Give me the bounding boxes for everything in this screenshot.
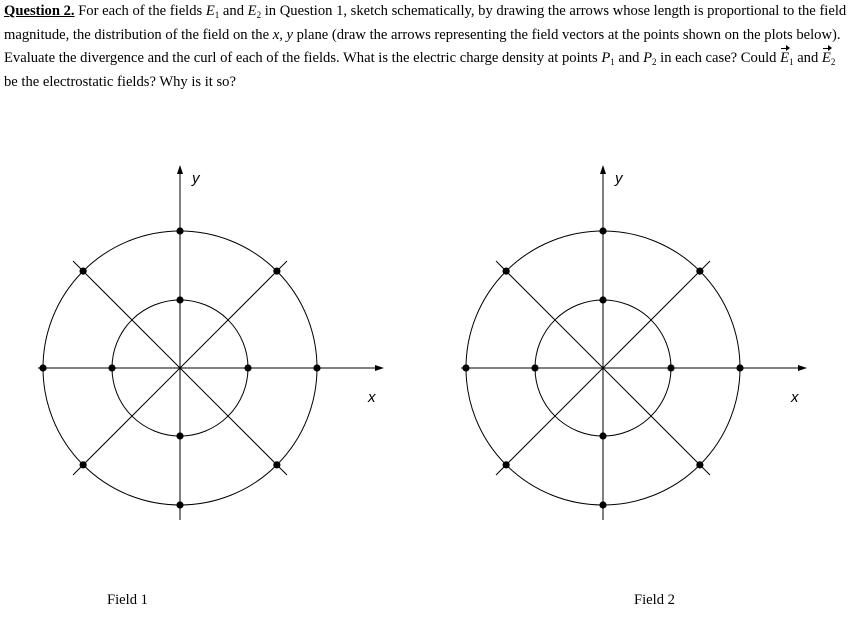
field-point <box>667 364 674 371</box>
field-point <box>176 296 183 303</box>
field-point <box>39 364 46 371</box>
field-point <box>244 364 251 371</box>
field-point <box>176 432 183 439</box>
vector-E1: E <box>780 47 789 71</box>
field-point <box>599 432 606 439</box>
field-point <box>273 268 280 275</box>
plot-field-1 <box>38 165 384 520</box>
field-point <box>80 461 87 468</box>
y-axis-arrowhead <box>600 165 606 174</box>
field-point <box>696 461 703 468</box>
field-point <box>531 364 538 371</box>
question-text: Question 2. For each of the fields $E_1$ and $E_2$ in Question 1, sketch schematically, by drawing the arrows whose length is proportional to the field magnitude, the distribution of the field on the x, y plane (draw the arrows representing the field vectors at the points shown on the plots below). Evaluate the divergence and the curl of each of the fields. What is the electric charge density at points $P_1$ and $P_2$ in each case? Could $E_1$ and $E_2$ be the electrostatic fields? Why is it so? <box>4 3 847 90</box>
field-point <box>462 364 469 371</box>
field-point <box>108 364 115 371</box>
field-point <box>313 364 320 371</box>
field-point <box>599 501 606 508</box>
x-axis-arrowhead <box>798 365 807 371</box>
field-point <box>599 227 606 234</box>
field-point <box>176 501 183 508</box>
field-point <box>696 268 703 275</box>
field-point <box>599 296 606 303</box>
field-point <box>80 268 87 275</box>
y-axis-label: y <box>615 170 623 187</box>
vector-E2: E <box>822 47 831 71</box>
x-axis-label: x <box>368 389 376 406</box>
x-axis-label: x <box>791 389 799 406</box>
caption-field-1: Field 1 <box>107 592 148 608</box>
plot-field-2 <box>461 165 807 520</box>
y-axis-arrowhead <box>177 165 183 174</box>
field-point <box>736 364 743 371</box>
caption-field-2: Field 2 <box>634 592 675 608</box>
field-point <box>176 227 183 234</box>
field-point <box>503 461 510 468</box>
field-point <box>273 461 280 468</box>
y-axis-label: y <box>192 170 200 187</box>
question-label: Question 2. <box>4 3 75 19</box>
field-point <box>503 268 510 275</box>
x-axis-arrowhead <box>375 365 384 371</box>
